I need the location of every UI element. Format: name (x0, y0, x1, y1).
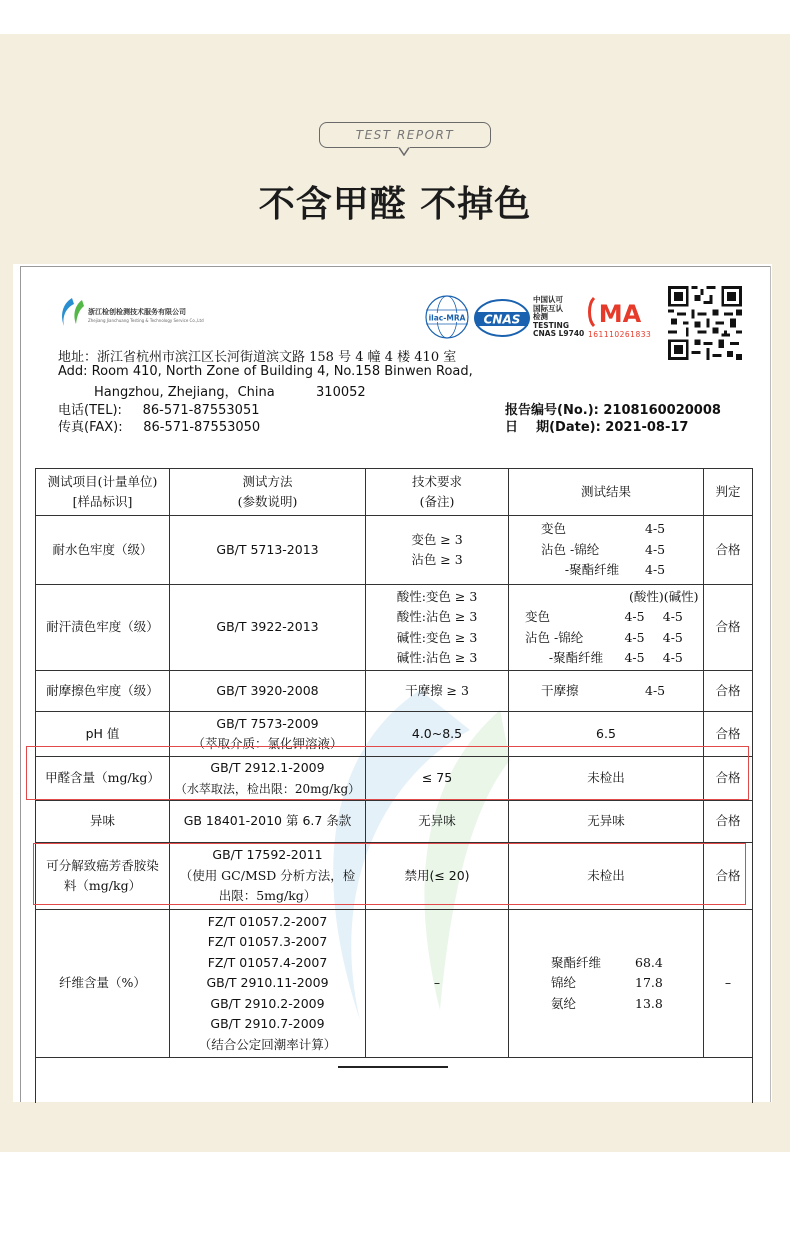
report-date: 日 期(Date): 2021-08-17 (505, 420, 689, 435)
row-judge: 合格 (704, 801, 753, 843)
end-line (338, 1066, 448, 1068)
header-result: 测试结果 (509, 469, 704, 516)
empty-cell (36, 1058, 753, 1103)
header-judge: 判定 (704, 469, 753, 516)
row-result: 聚酯纤维 68.4 锦纶 17.8 氨纶 13.8 (509, 910, 704, 1058)
row-judge: 合格 (704, 585, 753, 671)
test-report-label: TEST REPORT (319, 122, 491, 148)
report-number: 报告编号(No.): 2108160020008 (505, 403, 721, 418)
row-judge: – (704, 910, 753, 1058)
row-method: GB/T 7573-2009 （萃取介质：氯化钾溶液） (170, 712, 366, 757)
ilac-label: ilac-MRA (428, 313, 466, 323)
row-result: 未检出 (509, 757, 704, 801)
row-result: 无异味 (509, 801, 704, 843)
table-empty-row (36, 1058, 753, 1103)
cnas-logo-icon (474, 298, 530, 338)
table-header-row (36, 469, 753, 516)
row-requirement: 4.0~8.5 (366, 712, 509, 757)
doc-border-left (20, 266, 21, 1102)
row-item: 甲醛含量（mg/kg） (36, 757, 170, 801)
row-method: FZ/T 01057.2-2007 FZ/T 01057.3-2007 FZ/T 01057.4-2007 GB/T 2910.11-2009 GB/T 2910.2-2009 GB/T 2910.7-2009 （结合公定回潮率计算） (170, 910, 366, 1058)
tel: 电话(TEL): 86-571-87553051 (58, 403, 260, 418)
row-item: 纤维含量（%） (36, 910, 170, 1058)
row-method: GB/T 5713-2013 (170, 516, 366, 585)
row-judge: 合格 (704, 516, 753, 585)
table-row (36, 585, 753, 671)
bubble-tail-icon (398, 146, 410, 156)
row-result: 干摩擦 4-5 (509, 671, 704, 712)
row-item: 可分解致癌芳香胺染料（mg/kg） (36, 843, 170, 910)
row-requirement: – (366, 910, 509, 1058)
row-method: GB 18401-2010 第 6.7 条款 (170, 801, 366, 843)
cnas-label: CNAS (483, 312, 521, 327)
table-row (36, 757, 753, 801)
address-en-line1: Add: Room 410, North Zone of Building 4, No.158 Binwen Road, (58, 364, 473, 379)
row-item: pH 值 (36, 712, 170, 757)
row-item: 异味 (36, 801, 170, 843)
table-row (36, 801, 753, 843)
row-item: 耐汗渍色牢度（级） (36, 585, 170, 671)
row-requirement: 酸性:变色 ≥ 3 酸性:沾色 ≥ 3 碱性:变色 ≥ 3 碱性:沾色 ≥ 3 (366, 585, 509, 671)
doc-border-top (20, 266, 770, 267)
row-requirement: ≤ 75 (366, 757, 509, 801)
row-judge: 合格 (704, 757, 753, 801)
lab-name-en: Zhejiang Jianchuang Testing & Technology Service Co.,Ltd (88, 318, 204, 323)
row-judge: 合格 (704, 712, 753, 757)
row-result: (酸性) (碱性) 变色 4-5 4-5 沾色 -锦纶 4-5 4-5 -聚酯纤维 4-5 4-5 (509, 585, 704, 671)
row-requirement: 禁用(≤ 20) (366, 843, 509, 910)
address-cn: 地址：浙江省杭州市滨江区长河街道滨文路 158 号 4 幢 4 楼 410 室 (58, 350, 457, 365)
row-requirement: 无异味 (366, 801, 509, 843)
row-method: GB/T 2912.1-2009 （水萃取法，检出限：20mg/kg） (170, 757, 366, 801)
table-row (36, 712, 753, 757)
lab-name-cn: 浙江检创检测技术服务有限公司 (88, 308, 186, 316)
row-requirement: 干摩擦 ≥ 3 (366, 671, 509, 712)
header-requirement: 技术要求 (备注) (366, 469, 509, 516)
address-en-line2: Hangzhou, Zhejiang，China 310052 (94, 385, 366, 400)
row-result: 变色 4-5 沾色 -锦纶 4-5 -聚酯纤维 4-5 (509, 516, 704, 585)
ma-label: MA (598, 300, 642, 328)
results-table (35, 468, 753, 1103)
ma-number: 161110261833 (588, 330, 652, 339)
cma-logo-icon (586, 294, 650, 330)
lab-logo-icon (54, 296, 86, 328)
table-row (36, 910, 753, 1058)
doc-border-right (770, 266, 771, 1102)
table-row (36, 516, 753, 585)
qr-code-icon (668, 286, 742, 360)
row-method: GB/T 3920-2008 (170, 671, 366, 712)
table-row (36, 671, 753, 712)
row-requirement: 变色 ≥ 3 沾色 ≥ 3 (366, 516, 509, 585)
ilac-mra-icon (424, 294, 470, 340)
row-result: 未检出 (509, 843, 704, 910)
header-item: 测试项目(计量单位) [样品标识] (36, 469, 170, 516)
row-result: 6.5 (509, 712, 704, 757)
row-method: GB/T 3922-2013 (170, 585, 366, 671)
headline: 不含甲醛 不掉色 (258, 184, 532, 225)
table-row (36, 843, 753, 910)
cnas-text: 中国认可 国际互认 检测 TESTING CNAS L9740 (533, 295, 585, 338)
header-method: 测试方法 (参数说明) (170, 469, 366, 516)
row-method: GB/T 17592-2011 （使用 GC/MSD 分析方法，检 出限：5mg/kg） (170, 843, 366, 910)
row-item: 耐水色牢度（级） (36, 516, 170, 585)
row-judge: 合格 (704, 843, 753, 910)
fax: 传真(FAX): 86-571-87553050 (58, 420, 261, 435)
row-judge: 合格 (704, 671, 753, 712)
row-item: 耐摩擦色牢度（级） (36, 671, 170, 712)
